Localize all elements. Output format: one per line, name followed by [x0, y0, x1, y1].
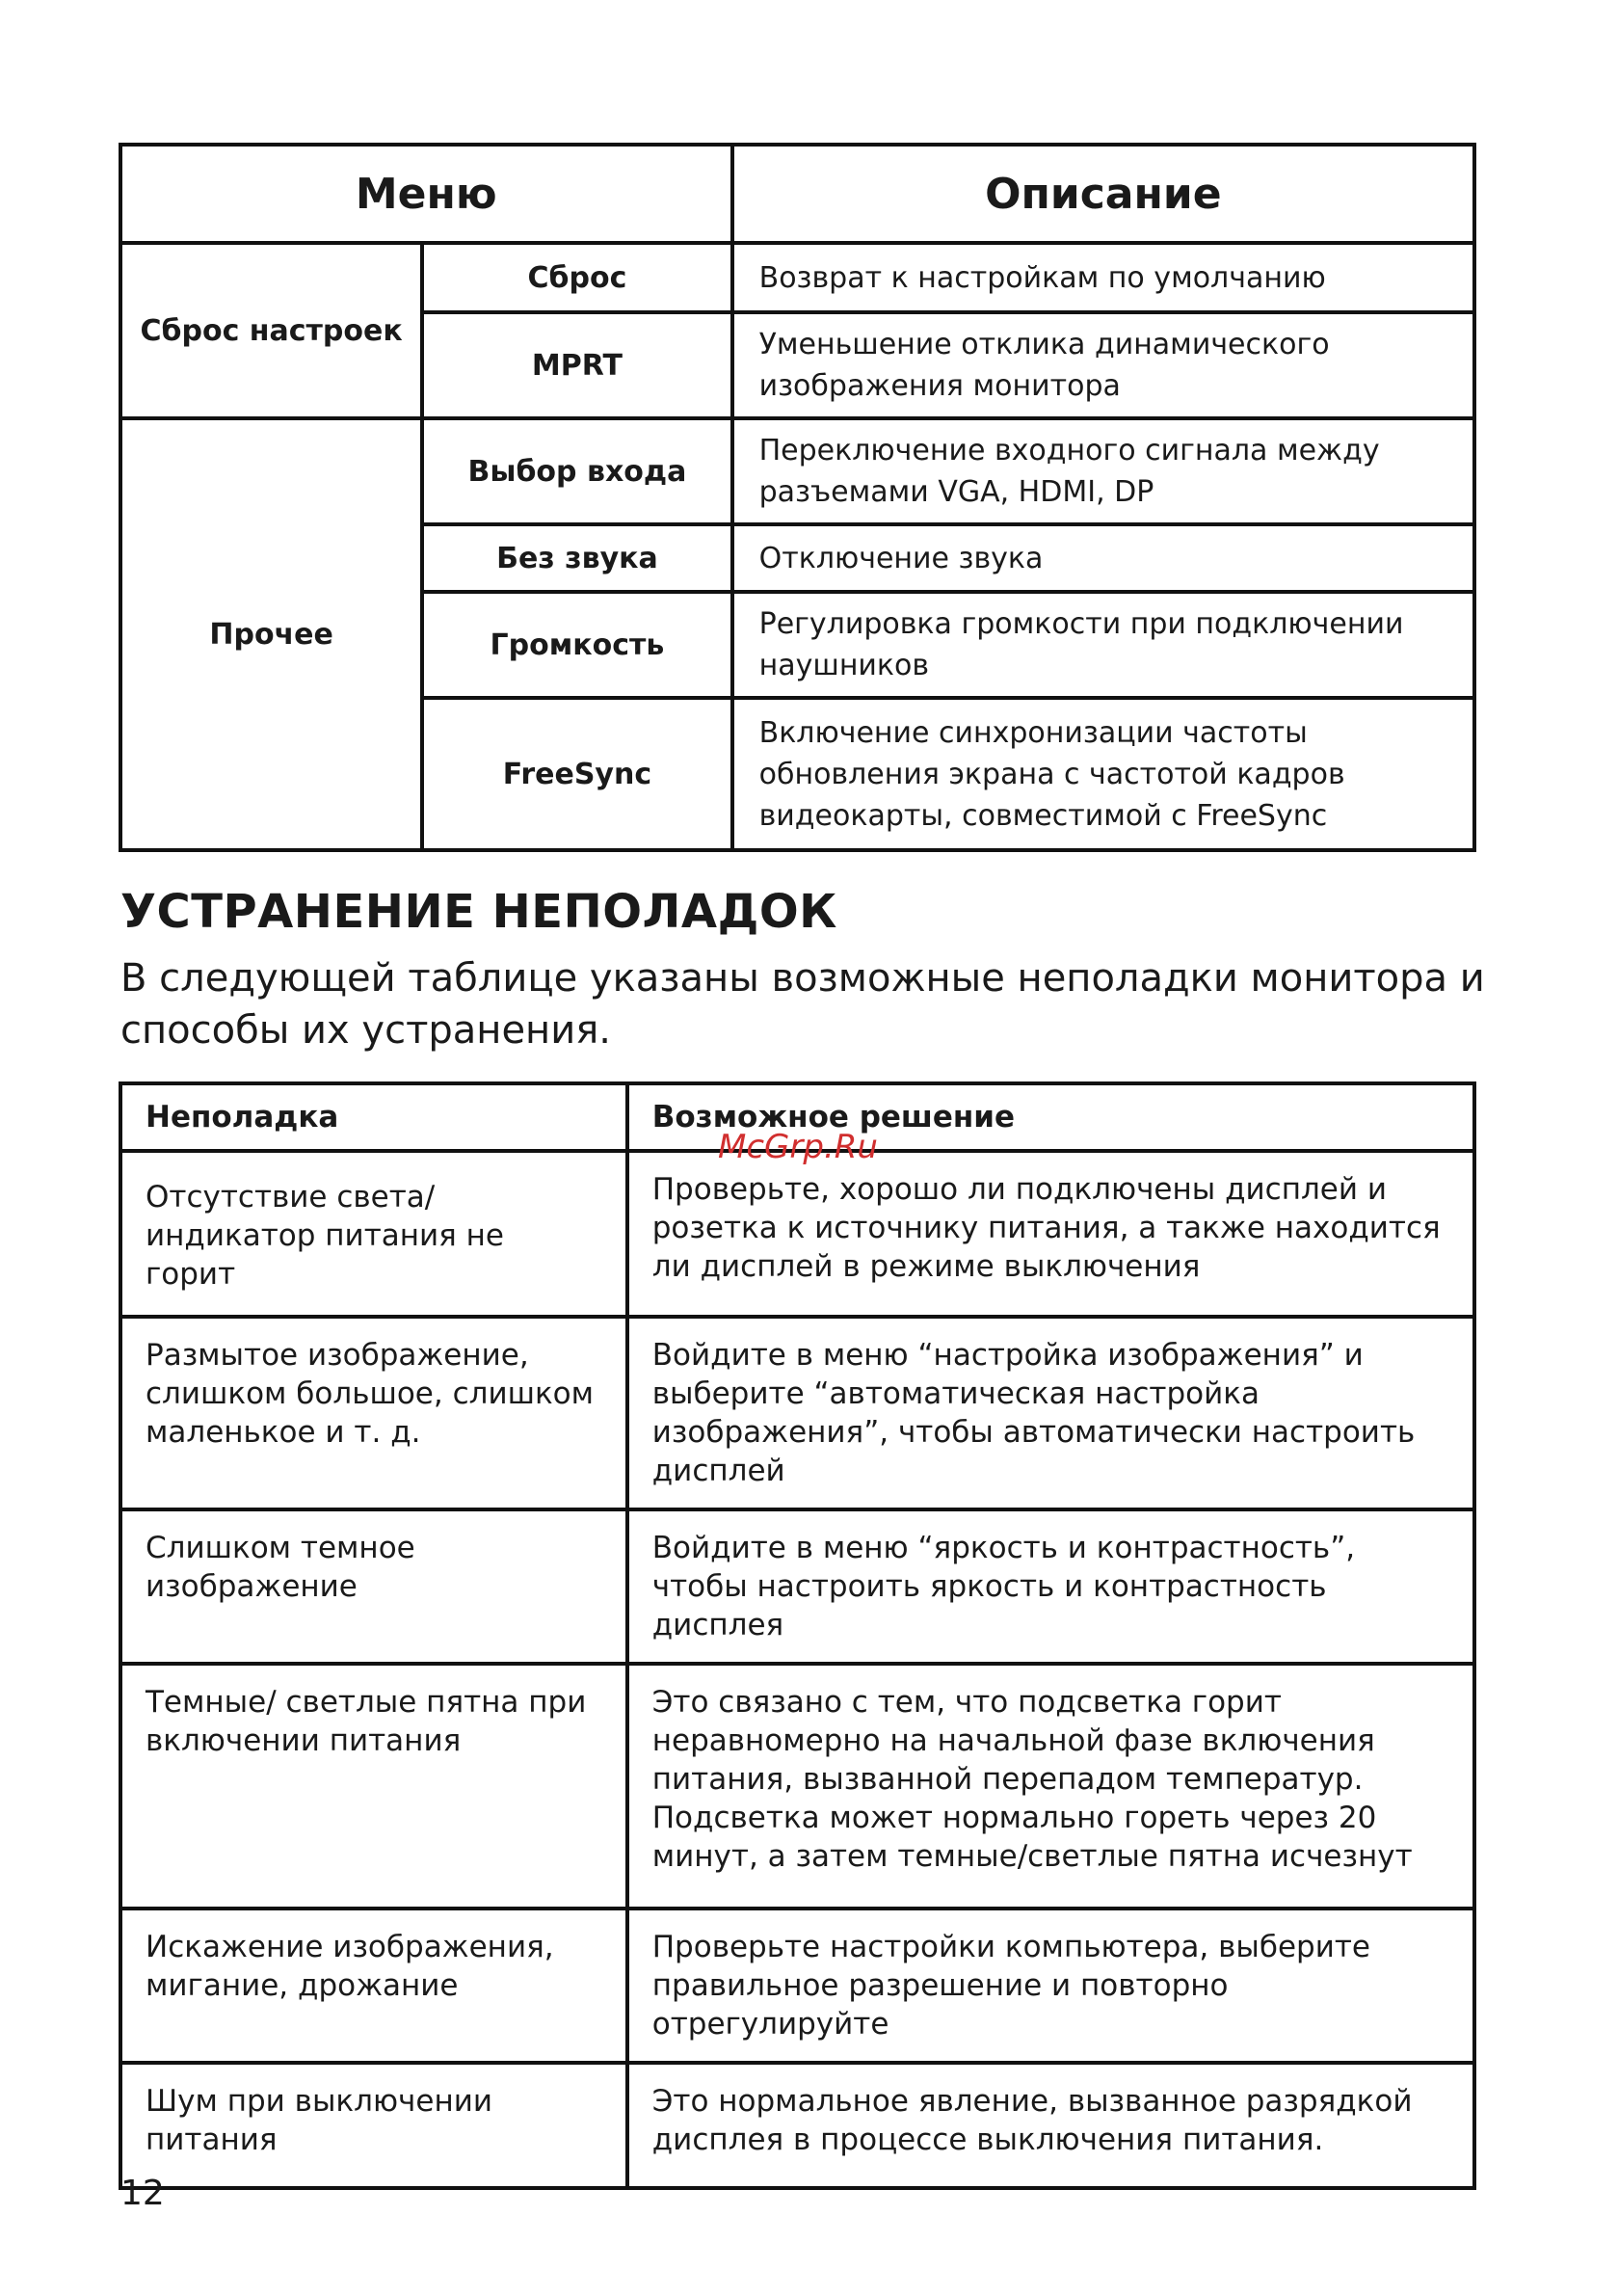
- section-intro: В следующей таблице указаны возможные неполадки монитора и способы их устранения.: [120, 956, 1485, 1053]
- menu-item-freesync: FreeSync: [422, 698, 731, 850]
- description-header: Описание: [732, 145, 1474, 243]
- problem-cell: Отсутствие света/ индикатор питания не горит: [120, 1151, 627, 1317]
- menu-item-description: Отключение звука: [732, 524, 1474, 592]
- page-number: 12: [120, 2174, 165, 2213]
- watermark: McGrp.Ru: [718, 1128, 878, 1166]
- table-row: [120, 1509, 1474, 1664]
- table-row: [120, 1317, 1474, 1509]
- problem-cell: Искажение изображения, мигание, дрожание: [120, 1909, 627, 2063]
- menu-item-mute: Без звука: [422, 524, 731, 592]
- menu-item-description: Уменьшение отклика динамического изображения монитора: [732, 312, 1474, 418]
- table-row: [120, 1909, 1474, 2063]
- solution-header: Возможное решение: [627, 1083, 1474, 1151]
- section-title: УСТРАНЕНИЕ НЕПОЛАДОК: [120, 885, 837, 939]
- menu-item-description: Регулировка громкости при подключении наушников: [732, 592, 1474, 698]
- menu-item-description: Переключение входного сигнала между разъемами VGA, HDMI, DP: [732, 418, 1474, 524]
- problem-cell: Слишком темное изображение: [120, 1509, 627, 1664]
- menu-table-header: [120, 145, 1474, 243]
- problem-cell: Шум при выключении питания: [120, 2063, 627, 2188]
- table-row: [120, 418, 1474, 524]
- problem-cell: Размытое изображение, слишком большое, слишком маленькое и т. д.: [120, 1317, 627, 1509]
- solution-cell: Войдите в меню “яркость и контрастность”, чтобы настроить яркость и контрастность дисплея: [627, 1509, 1474, 1664]
- menu-table: [119, 143, 1476, 852]
- menu-item-description: Включение синхронизации частоты обновления экрана с частотой кадров видеокарты, совместимой с FreeSync: [732, 698, 1474, 850]
- table-row: [120, 2063, 1474, 2188]
- troubleshooting-table: [119, 1081, 1476, 2190]
- group-other: Прочее: [120, 418, 422, 850]
- solution-cell: Проверьте, хорошо ли подключены дисплей и розетка к источнику питания, а также находится ли дисплей в режиме выключения: [627, 1151, 1474, 1317]
- menu-item-volume: Громкость: [422, 592, 731, 698]
- menu-item-mprt: MPRT: [422, 312, 731, 418]
- menu-item-reset: Сброс: [422, 243, 731, 312]
- table-row: [120, 1151, 1474, 1317]
- menu-item-input-select: Выбор входа: [422, 418, 731, 524]
- menu-item-description: Возврат к настройкам по умолчанию: [732, 243, 1474, 312]
- menu-header: Меню: [120, 145, 732, 243]
- problem-cell: Темные/ светлые пятна при включении питания: [120, 1664, 627, 1909]
- problem-header: Неполадка: [120, 1083, 627, 1151]
- solution-cell: Проверьте настройки компьютера, выберите правильное разрешение и повторно отрегулируйте: [627, 1909, 1474, 2063]
- group-reset-settings: Сброс настроек: [120, 243, 422, 418]
- table-row: [120, 1664, 1474, 1909]
- solution-cell: Это нормальное явление, вызванное разрядкой дисплея в процессе выключения питания.: [627, 2063, 1474, 2188]
- table-row: [120, 243, 1474, 312]
- solution-cell: Это связано с тем, что подсветка горит неравномерно на начальной фазе включения питания, вызванной перепадом температур. Подсветка может нормально гореть через 20 минут, а затем темные/светлые пятна исчезнут: [627, 1664, 1474, 1909]
- solution-cell: Войдите в меню “настройка изображения” и выберите “автоматическая настройка изображения”, чтобы автоматически настроить дисплей: [627, 1317, 1474, 1509]
